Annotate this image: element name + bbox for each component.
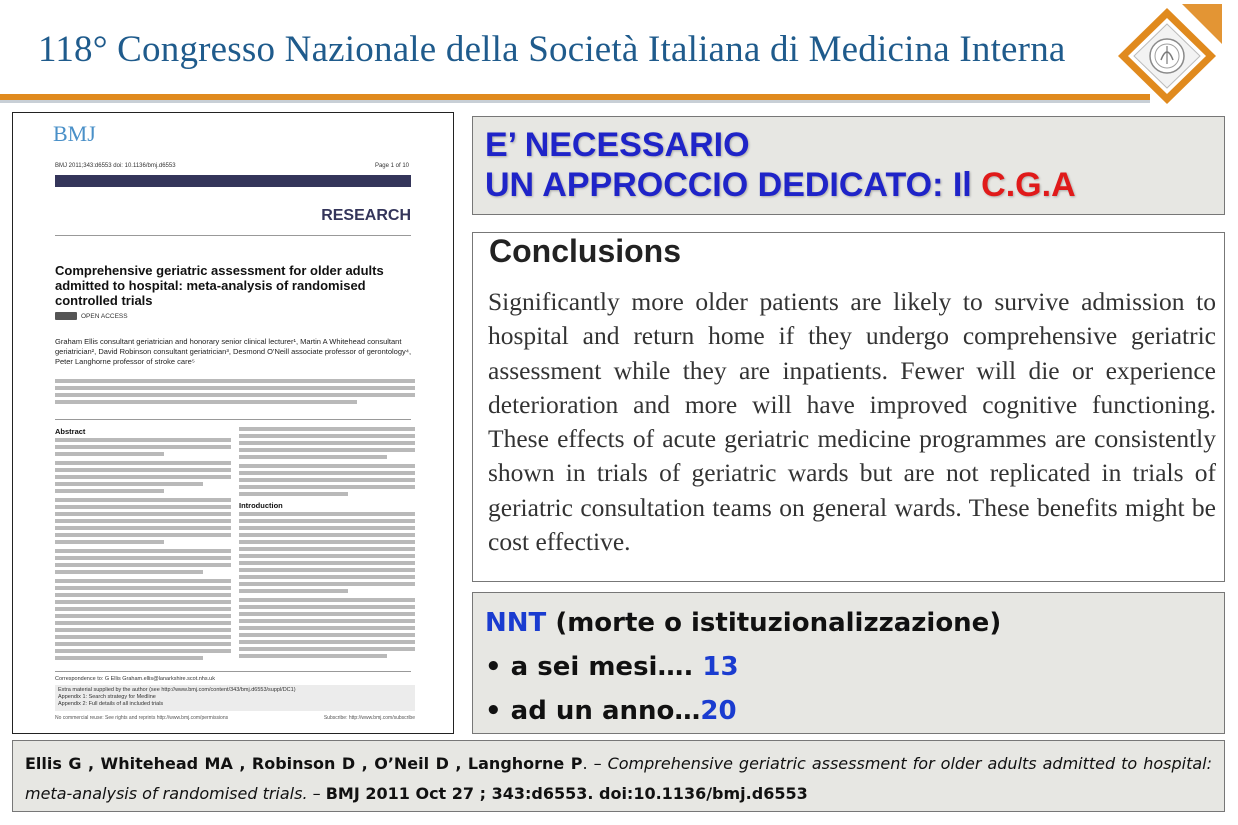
paper-rule [55, 671, 411, 672]
extra-material-text: Extra material supplied by the author (see http://www.bmj.com/content/343/bmj.d6553/suppl/DC1) [58, 687, 296, 693]
reference-authors: Ellis G , Whitehead MA , Robinson D , O’Neil D , Langhorne P [25, 754, 583, 773]
introduction-column [239, 427, 415, 663]
extra-material-box [55, 685, 415, 711]
reference-dash-2: – [307, 784, 326, 803]
abstract-column [55, 427, 231, 665]
journal-banner-bar [55, 175, 411, 187]
nnt-label: NNT [485, 608, 547, 638]
open-access-text: OPEN ACCESS [81, 312, 128, 320]
appendix-1: Appendix 1: Search strategy for Medline [58, 694, 156, 700]
nnt-title [485, 601, 1224, 645]
paper-authors: Graham Ellis consultant geriatrician and honorary senior clinical lecturer¹, Martin A Whitehead consultant geriatrician², David Robinson consultant geriatrician³, Desmond O'Neill associate professor of gerontology⁴, Peter Langhorne professor of stroke care⁵ [55, 337, 412, 366]
reference-dash-1: . – [582, 754, 608, 773]
nnt-six-months [485, 645, 1224, 689]
conclusions-heading: Conclusions [489, 233, 682, 269]
paper-rule [55, 419, 411, 420]
slide-header [0, 0, 1238, 104]
reference-source: BMJ 2011 Oct 27 ; 343:d6553. doi:10.1136/bmj.d6553 [325, 784, 808, 803]
nnt-label-rest: (morte o istituzionalizzazione) [546, 608, 1002, 638]
paper-citation-line: BMJ 2011;343:d6553 doi: 10.1136/bmj.d6553 [55, 163, 176, 169]
journal-logo: BMJ [53, 121, 96, 146]
paper-footer [55, 715, 415, 721]
paper-footer-right: Subscribe: http://www.bmj.com/subscribe [323, 715, 415, 721]
headline-line-1: E’ NECESSARIO [485, 126, 750, 164]
society-seal-icon [1112, 4, 1222, 108]
nnt-row2-value: 20 [700, 696, 737, 726]
paper-page-number: Page 1 of 10 [374, 163, 409, 169]
conclusions-text: Significantly more older patients are likely to survive admission to hospital and return home if they undergo comprehensive geriatric assessment while they are inpatients. Fewer will die or experience deterioration and more will have improved cognitive functioning. These effects of acute geriatric medicine programmes are consistently shown in trials of geriatric wards but are not replicated in trials of geriatric consultation teams on general wards. These benefits might be cost effective. [488, 287, 1216, 557]
introduction-heading: Introduction [239, 501, 283, 510]
paper-title: Comprehensive geriatric assessment for older adults admitted to hospital: meta-analysis of randomised controlled trials [55, 263, 384, 308]
paper-first-page [12, 112, 454, 734]
reference-box [12, 740, 1225, 812]
paper-rule [55, 235, 411, 236]
abstract-heading: Abstract [55, 427, 86, 436]
paper-footer-left: No commercial reuse: See rights and reprints http://www.bmj.com/permissions [55, 715, 229, 721]
appendix-2: Appendix 2: Full details of all included trials [58, 701, 164, 707]
reference-title: Comprehensive geriatric assessment for older adults admitted to hospital: meta-analysis of randomised trials. [25, 754, 1212, 803]
cga-highlight: C.G.A [981, 166, 1076, 204]
slide-title: 118° Congresso Nazionale della Società Italiana di Medicina Interna [38, 29, 1066, 70]
open-access-label [55, 312, 128, 320]
paper-affiliations [55, 379, 415, 409]
cc-license-icon [55, 312, 77, 320]
headline-line-2-text: UN APPROCCIO DEDICATO: Il [485, 166, 982, 204]
conclusions-excerpt [472, 232, 1225, 582]
nnt-one-year [485, 689, 1224, 733]
header-divider [0, 100, 1150, 103]
cga-headline-box [472, 116, 1225, 215]
nnt-row2-text: • ad un anno… [485, 696, 701, 726]
headline-line-2 [485, 165, 1224, 205]
nnt-box [472, 592, 1225, 734]
paper-section-label: RESEARCH [321, 207, 411, 224]
nnt-row1-text: • a sei mesi…. [485, 652, 703, 682]
correspondence-line: Correspondence to: G Ellis Graham.ellis@lanarkshire.scot.nhs.uk [55, 676, 215, 682]
nnt-row1-value: 13 [702, 652, 739, 682]
